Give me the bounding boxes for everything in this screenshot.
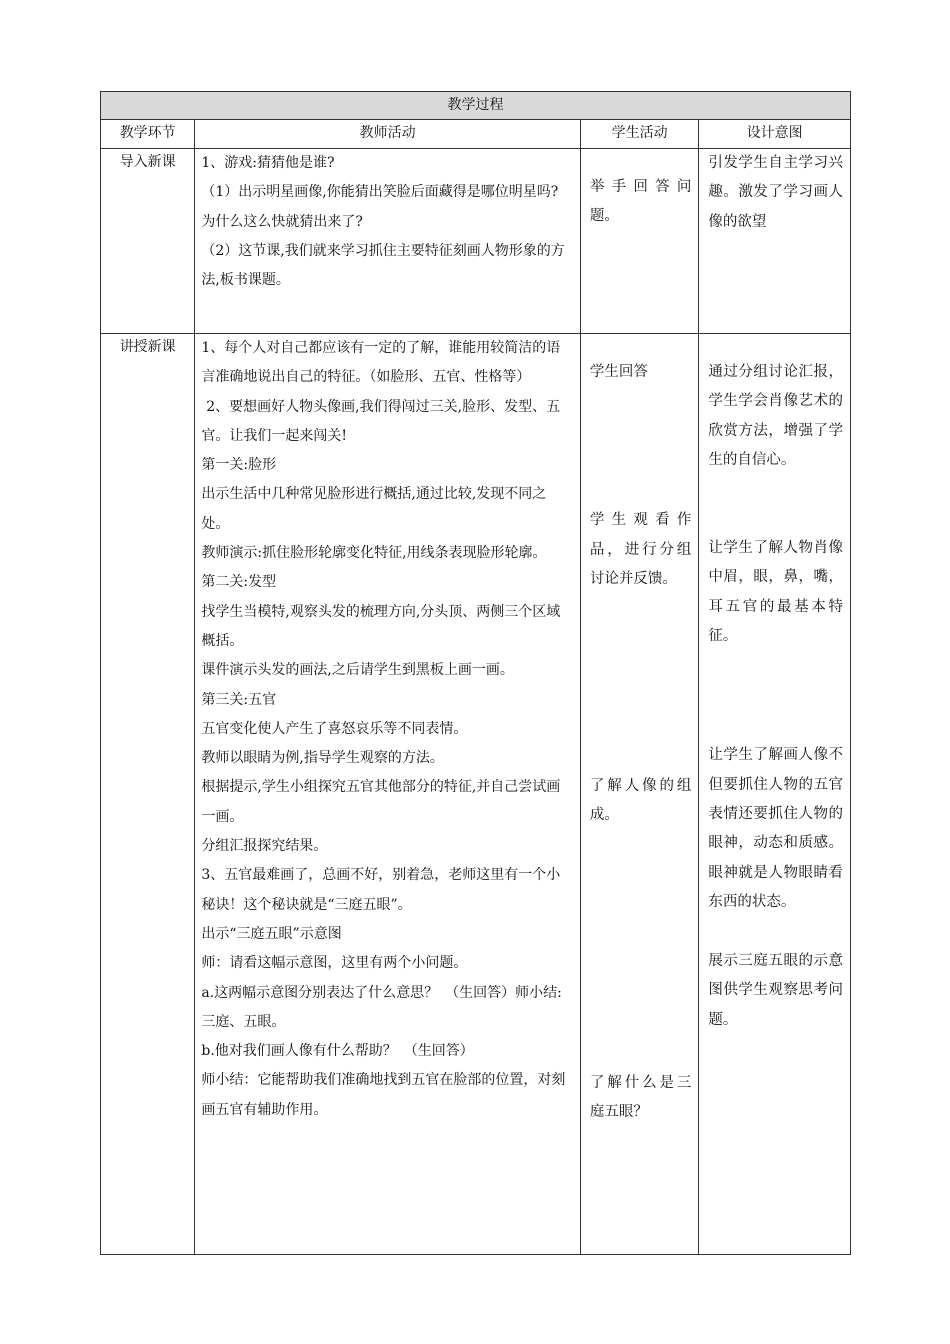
teacher-line: 五官变化使人产生了喜怒哀乐等不同表情。 <box>201 720 468 737</box>
intent-line: 展示三庭五眼的示意图供学生观察思考问题。 <box>708 953 843 1028</box>
teacher-line: 第三关:五官 <box>201 691 277 708</box>
header-design-intent: 设计意图 <box>699 120 851 149</box>
header-student-activity: 学生活动 <box>580 120 698 149</box>
intent-line: 让学生了解人物肖像中眉，眼，鼻，嘴，耳五官的最基本特征。 <box>708 540 843 645</box>
teacher-line: 教师以眼睛为例,指导学生观察的方法。 <box>201 750 444 767</box>
teacher-line: 师小结：它能帮助我们准确地找到五官在脸部的位置，对刻画五官有辅助作用。 <box>201 1072 566 1118</box>
teacher-line: b.他对我们画人像有什么帮助？ （生回答） <box>201 1043 474 1060</box>
student-line: 学生观看作品，进行分组讨论并反馈。 <box>589 512 692 587</box>
design-intent-cell <box>699 149 851 334</box>
student-activity-cell <box>580 149 698 334</box>
intent-line: 通过分组讨论汇报，学生学会肖像艺术的欣赏方法，增强了学生的自信心。 <box>708 364 843 468</box>
design-intent-cell <box>699 334 851 1255</box>
teacher-activity-cell <box>195 334 581 1255</box>
teacher-line: 为什么这么快就猜出来了? <box>201 213 363 230</box>
student-line: 了解人像的组成。 <box>589 778 692 824</box>
teacher-line: a.这两幅示意图分别表达了什么意思？ （生回答）师小结:三庭、五眼。 <box>201 984 562 1030</box>
header-teacher-activity: 教师活动 <box>195 120 581 149</box>
teacher-line: 第二关:发型 <box>201 574 277 591</box>
intent-line: 让学生了解画人像不但要抓住人物的五官表情还要抓住人物的眼神，动态和质感。眼神就是人物眼睛看东西的状态。 <box>708 747 843 910</box>
table-title: 教学过程 <box>101 92 851 120</box>
teacher-line: 1、游戏:猜猜他是谁? <box>201 155 335 171</box>
teacher-line: 3、五官最难画了，总画不好，别着急，老师这里有一个小秘诀！这个秘诀就是“三庭五眼”。 <box>201 867 561 913</box>
teacher-activity-cell <box>195 149 581 334</box>
student-activity-cell <box>580 334 698 1255</box>
teacher-line: 2、要想画好人物头像画,我们得闯过三关,脸形、发型、五官。让我们一起来闯关! <box>201 398 561 444</box>
stage-cell: 导入新课 <box>101 149 195 334</box>
table-row <box>101 334 851 1255</box>
teacher-line: 课件演示头发的画法,之后请学生到黑板上画一画。 <box>201 662 514 679</box>
header-stage: 教学环节 <box>101 120 195 149</box>
lesson-process-table <box>100 91 851 1255</box>
intent-line: 引发学生自主学习兴趣。激发了学习画人像的欲望 <box>708 155 843 230</box>
teacher-line: 1、每个人对自己都应该有一定的了解，谁能用较简洁的语言准确地说出自己的特征。（如脸形、五官、性格等） <box>201 340 561 386</box>
table-row <box>101 149 851 334</box>
stage-cell: 讲授新课 <box>101 334 195 1255</box>
teacher-line: 找学生当模特,观察头发的梳理方向,分头顶、两侧三个区域概括。 <box>201 603 561 649</box>
teacher-line: 根据提示,学生小组探究五官其他部分的特征,并自己尝试画一画。 <box>201 779 561 825</box>
teacher-line: 第一关:脸形 <box>201 457 277 474</box>
student-line: 了解什么是三庭五眼？ <box>589 1074 692 1121</box>
teacher-line: （1）出示明星画像,你能猜出笑脸后面藏得是哪位明星吗? <box>201 184 559 201</box>
teacher-line: 教师演示:抓住脸形轮廓变化特征,用线条表现脸形轮廓。 <box>201 545 547 562</box>
student-line: 学生回答 <box>589 364 648 380</box>
student-line: 举手回答问题。 <box>589 179 692 225</box>
teacher-line: 师：请看这幅示意图，这里有两个小问题。 <box>201 955 468 972</box>
teacher-line: （2）这节课,我们就来学习抓住主要特征刻画人物形象的方法,板书课题。 <box>201 242 565 289</box>
teacher-line: 出示“三庭五眼”示意图 <box>201 925 342 942</box>
teacher-line: 出示生活中几种常见脸形进行概括,通过比较,发现不同之处。 <box>201 486 547 532</box>
teacher-line: 分组汇报探究结果。 <box>201 838 328 855</box>
